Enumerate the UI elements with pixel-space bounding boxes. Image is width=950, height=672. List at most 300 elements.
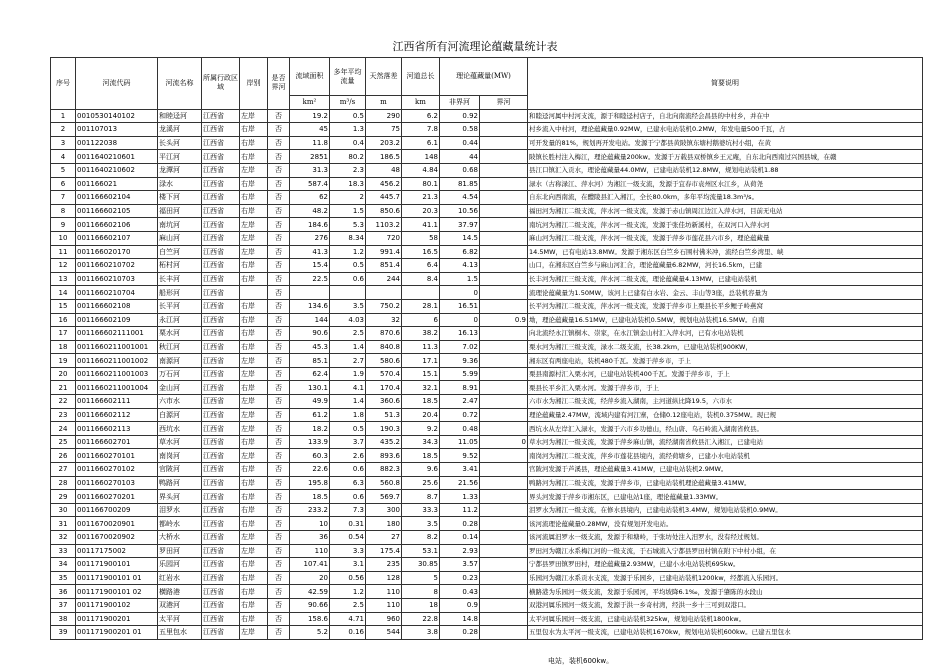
cell-drop: 851.4 (366, 259, 402, 273)
table-row (51, 191, 923, 205)
cell-flow: 80.2 (330, 150, 366, 164)
cell-boundary-power (480, 408, 528, 422)
cell-description: 自东北向西南流，在醴陵县汇入湘江，全长80.0km，多年平均流量18.3m³/s。 (528, 191, 923, 205)
cell-power: 0.48 (440, 422, 480, 436)
cell-boundary: 否 (268, 612, 290, 626)
cell-seq: 4 (51, 150, 76, 164)
cell-region: 江西省 (202, 571, 240, 585)
cell-area: 42.59 (290, 585, 330, 599)
cell-boundary: 否 (268, 585, 290, 599)
cell-seq: 8 (51, 204, 76, 218)
table-row (51, 463, 923, 477)
cell-boundary: 否 (268, 449, 290, 463)
cell-name: 龙溪河 (158, 123, 202, 137)
cell-length: 20.3 (402, 204, 440, 218)
cell-bank: 右岸 (240, 123, 268, 137)
cell-area: 22.5 (290, 272, 330, 286)
cell-power: 0.58 (440, 123, 480, 137)
cell-flow: 4.71 (330, 612, 366, 626)
cell-description: 罗田河为赣江水系梅江河的一级支流，于石城流入宁都县罗田村镇在附下中村小组，在 (528, 544, 923, 558)
cell-length: 32.1 (402, 381, 440, 395)
cell-boundary: 否 (268, 463, 290, 477)
table-body (51, 109, 923, 639)
cell-name: 平江河 (158, 150, 202, 164)
cell-power: 37.97 (440, 218, 480, 232)
cell-drop: 870.6 (366, 327, 402, 341)
cell-boundary: 否 (268, 218, 290, 232)
cell-description: 界头河发源于萍乡市湘东区，已建电站1座，理论蕴藏量1.33MW。 (528, 490, 923, 504)
cell-length: 7.8 (402, 123, 440, 137)
cell-power: 0.68 (440, 163, 480, 177)
cell-power: 0.9 (440, 598, 480, 612)
cell-area: 18.2 (290, 422, 330, 436)
cell-seq: 39 (51, 626, 76, 640)
cell-boundary-power (480, 585, 528, 599)
cell-drop: 544 (366, 626, 402, 640)
cell-boundary: 否 (268, 381, 290, 395)
cell-name: 长丰河 (158, 272, 202, 286)
cell-description: 栗县长平乡汇入栗水河。发源于萍乡市，于上 (528, 381, 923, 395)
cell-length: 6.2 (402, 109, 440, 123)
cell-region: 江西省 (202, 463, 240, 477)
cell-region: 江西省 (202, 476, 240, 490)
cell-boundary-power (480, 204, 528, 218)
cell-code: 001166602104 (76, 191, 158, 205)
header-boundary: 是否界河 (268, 58, 290, 110)
cell-flow: 1.2 (330, 245, 366, 259)
cell-boundary: 否 (268, 299, 290, 313)
cell-bank: 左岸 (240, 231, 268, 245)
cell-region: 江西省 (202, 313, 240, 327)
cell-region: 江西省 (202, 150, 240, 164)
cell-flow: 0.6 (330, 463, 366, 477)
cell-name: 官陂河 (158, 463, 202, 477)
cell-name: 和睦迳河 (158, 109, 202, 123)
cell-boundary-power (480, 503, 528, 517)
cell-boundary: 否 (268, 395, 290, 409)
cell-drop: 560.8 (366, 476, 402, 490)
cell-drop: 128 (366, 571, 402, 585)
cell-length: 21.3 (402, 191, 440, 205)
cell-boundary: 否 (268, 136, 290, 150)
cell-description: 县江口镇汇入贡水，理论蕴藏量44.0MW，已建电站装机12.8MW，规划电站装机1.88 (528, 163, 923, 177)
cell-description: 村乡流入中村河，理论蕴藏量0.92MW，已建水电站装机0.2MW，年发电量500千瓦，占 (528, 123, 923, 137)
cell-area: 22.6 (290, 463, 330, 477)
cell-code: 0011660211001002 (76, 354, 158, 368)
cell-drop: 445.7 (366, 191, 402, 205)
cell-area: 158.6 (290, 612, 330, 626)
cell-name: 永江河 (158, 313, 202, 327)
cell-boundary: 否 (268, 340, 290, 354)
cell-power: 4.54 (440, 191, 480, 205)
cell-code: 0011660211001001 (76, 340, 158, 354)
cell-code: 001171900101 01 (76, 571, 158, 585)
cell-code: 001171900201 (76, 612, 158, 626)
header-length: 河道总长 (402, 58, 440, 96)
table-row (51, 395, 923, 409)
cell-name: 麻山河 (158, 231, 202, 245)
cell-boundary-power (480, 517, 528, 531)
cell-description: 宁都县罗田镇罗田村，理论蕴藏量2.93MW，已建小水电站装机695kw。 (528, 558, 923, 572)
cell-region: 江西省 (202, 558, 240, 572)
cell-bank: 右岸 (240, 136, 268, 150)
cell-seq: 34 (51, 558, 76, 572)
cell-description: 南岗河为湘江二级支流，萍乡市莲花县境内，流经荷塘乡，已建小水电站装机 (528, 449, 923, 463)
cell-drop: 435.2 (366, 435, 402, 449)
cell-power: 44 (440, 150, 480, 164)
cell-bank: 右岸 (240, 340, 268, 354)
cell-area: 11.8 (290, 136, 330, 150)
cell-length: 18.5 (402, 449, 440, 463)
cell-code: 0011670020901 (76, 517, 158, 531)
cell-seq: 33 (51, 544, 76, 558)
cell-description: 湘东区有两座电站，装机480千瓦。发源于萍乡市，于上 (528, 354, 923, 368)
cell-description: 渌水（古称渌江、萍水河）为湘江一级支流，发源于宜春市袁州区水江乡，从荷尧 (528, 177, 923, 191)
header-region: 所属行政区域 (202, 58, 240, 110)
cell-name: 大桥水 (158, 531, 202, 545)
header-bank: 岸别 (240, 58, 268, 110)
cell-region: 江西省 (202, 163, 240, 177)
cell-region: 江西省 (202, 612, 240, 626)
cell-boundary: 否 (268, 367, 290, 381)
cell-area: 276 (290, 231, 330, 245)
cell-boundary: 否 (268, 517, 290, 531)
cell-length: 58 (402, 231, 440, 245)
cell-drop: 244 (366, 272, 402, 286)
cell-boundary: 否 (268, 626, 290, 640)
cell-boundary-power (480, 245, 528, 259)
cell-power: 16.51 (440, 299, 480, 313)
cell-drop: 290 (366, 109, 402, 123)
cell-flow: 0.54 (330, 531, 366, 545)
cell-drop: 75 (366, 123, 402, 137)
cell-length: 6.4 (402, 259, 440, 273)
cell-drop: 180 (366, 517, 402, 531)
cell-length: 53.1 (402, 544, 440, 558)
table-row (51, 123, 923, 137)
cell-name: 南岗河 (158, 449, 202, 463)
cell-name: 罗田河 (158, 544, 202, 558)
cell-area: 130.1 (290, 381, 330, 395)
cell-flow: 0.56 (330, 571, 366, 585)
cell-area: 36 (290, 531, 330, 545)
cell-boundary-power (480, 395, 528, 409)
cell-seq: 20 (51, 367, 76, 381)
cell-description: 理论蕴藏量2.47MW，流域内建有河江寨，仓储0.12座电站，装机0.375MW。现已规 (528, 408, 923, 422)
cell-boundary: 否 (268, 422, 290, 436)
cell-area: 110 (290, 544, 330, 558)
cell-seq: 19 (51, 354, 76, 368)
unit-area: km² (290, 96, 330, 110)
table-row (51, 163, 923, 177)
cell-boundary: 否 (268, 354, 290, 368)
cell-bank: 右岸 (240, 299, 268, 313)
cell-bank: 左岸 (240, 626, 268, 640)
table-row (51, 422, 923, 436)
cell-description: 长平河为湘江二级支流，萍水河一级支流，发源于萍乡市上栗县长平乡鲤子岭燕窝 (528, 299, 923, 313)
cell-description: 该河流属汨罗水一级支流，发源于和塘岭，于张坊处注入汨罗水，没有经过规划。 (528, 531, 923, 545)
cell-area: 45 (290, 123, 330, 137)
cell-area: 62.4 (290, 367, 330, 381)
cell-boundary-power (480, 259, 528, 273)
cell-area: 90.6 (290, 327, 330, 341)
cell-bank: 右岸 (240, 598, 268, 612)
cell-power: 9.52 (440, 449, 480, 463)
cell-seq: 32 (51, 531, 76, 545)
cell-area: 45.3 (290, 340, 330, 354)
cell-bank: 左岸 (240, 163, 268, 177)
cell-boundary: 否 (268, 286, 290, 300)
cell-area (290, 286, 330, 300)
cell-bank: 左岸 (240, 531, 268, 545)
header-area: 流域面积 (290, 58, 330, 96)
table-row (51, 218, 923, 232)
cell-length: 5 (402, 571, 440, 585)
table-title: 江西省所有河流理论蕴藏量统计表 (392, 40, 558, 53)
cell-seq: 23 (51, 408, 76, 422)
cell-region: 江西省 (202, 585, 240, 599)
cell-seq: 18 (51, 340, 76, 354)
cell-description: 栗水河为湘江三级支流，渌水二级支流，长38.2km，已建电站装机900KW， (528, 340, 923, 354)
cell-drop: 893.6 (366, 449, 402, 463)
cell-name: 界头河 (158, 490, 202, 504)
cell-length: 6 (402, 313, 440, 327)
table-row (51, 136, 923, 150)
cell-code: 001166602111001 (76, 327, 158, 341)
cell-drop: 300 (366, 503, 402, 517)
cell-code: 0011660270201 (76, 490, 158, 504)
cell-name: 福田河 (158, 204, 202, 218)
cell-boundary-power (480, 109, 528, 123)
cell-seq: 21 (51, 381, 76, 395)
cell-length: 17.1 (402, 354, 440, 368)
cell-boundary-power: 0 (480, 435, 528, 449)
cell-name: 栗水河 (158, 327, 202, 341)
cell-boundary: 否 (268, 163, 290, 177)
cell-seq: 35 (51, 571, 76, 585)
cell-area: 31.3 (290, 163, 330, 177)
cell-drop: 840.8 (366, 340, 402, 354)
cell-drop: 170.4 (366, 381, 402, 395)
cell-seq: 22 (51, 395, 76, 409)
cell-boundary-power (480, 340, 528, 354)
cell-seq: 5 (51, 163, 76, 177)
cell-name: 长平河 (158, 299, 202, 313)
cell-length: 148 (402, 150, 440, 164)
cell-description: 双港河属乐园河一级支流，发源于洪一乡奇村湾，经洪一乡十三可到双港口。 (528, 598, 923, 612)
cell-name: 柘村河 (158, 259, 202, 273)
river-statistics-table (50, 57, 923, 640)
cell-power: 1.5 (440, 272, 480, 286)
cell-bank: 右岸 (240, 313, 268, 327)
cell-bank: 右岸 (240, 204, 268, 218)
table-row (51, 544, 923, 558)
header-flow: 多年平均流量 (330, 58, 366, 96)
cell-code: 0011670020902 (76, 531, 158, 545)
cell-seq: 2 (51, 123, 76, 137)
table-row (51, 598, 923, 612)
cell-description: 坳，理论蕴藏量16.51MW，已建电站装机0.5MW，规划电站装机16.5MW。自南 (528, 313, 923, 327)
cell-region: 江西省 (202, 340, 240, 354)
unit-flow: m³/s (330, 96, 366, 110)
cell-region: 江西省 (202, 231, 240, 245)
table-row (51, 490, 923, 504)
cell-region: 江西省 (202, 531, 240, 545)
cell-seq: 24 (51, 422, 76, 436)
cell-region: 江西省 (202, 354, 240, 368)
cell-boundary: 否 (268, 531, 290, 545)
table-row (51, 571, 923, 585)
table-row (51, 626, 923, 640)
cell-bank: 右岸 (240, 463, 268, 477)
cell-region: 江西省 (202, 408, 240, 422)
cell-region: 江西省 (202, 259, 240, 273)
cell-bank: 右岸 (240, 177, 268, 191)
cell-flow: 1.5 (330, 204, 366, 218)
cell-drop: 720 (366, 231, 402, 245)
cell-length: 3.8 (402, 626, 440, 640)
cell-name: 白源河 (158, 408, 202, 422)
cell-length: 41.1 (402, 218, 440, 232)
cell-flow: 5.3 (330, 218, 366, 232)
cell-region: 江西省 (202, 626, 240, 640)
table-row (51, 503, 923, 517)
cell-flow: 2.5 (330, 598, 366, 612)
cell-length: 8.7 (402, 490, 440, 504)
unit-drop: m (366, 96, 402, 110)
cell-bank: 左岸 (240, 218, 268, 232)
table-row (51, 381, 923, 395)
cell-code: 0011660270102 (76, 463, 158, 477)
cell-flow: 0.6 (330, 272, 366, 286)
cell-power: 0.72 (440, 408, 480, 422)
cell-area: 184.6 (290, 218, 330, 232)
cell-name: 万石河 (158, 367, 202, 381)
cell-name: 长头河 (158, 136, 202, 150)
cell-name: 六市水 (158, 395, 202, 409)
cell-seq: 27 (51, 463, 76, 477)
cell-power: 11.05 (440, 435, 480, 449)
cell-flow: 0.6 (330, 490, 366, 504)
cell-length: 80.1 (402, 177, 440, 191)
cell-drop: 569.7 (366, 490, 402, 504)
cell-description: 六市水为湘江二级支流，经萍乡流入湖南，主河道纵比降19.5，六市水 (528, 395, 923, 409)
cell-description: 五里包水为太平河一级支流，已建电站装机1670kw，规划电站装机600kw。已建五里包水 (528, 626, 923, 640)
table-row (51, 340, 923, 354)
cell-description: 南坑河为湘江二级支流，萍水河一级支流，发源于张佳坊新溪村，在双河口入萍水河 (528, 218, 923, 232)
cell-boundary-power (480, 422, 528, 436)
cell-drop: 750.2 (366, 299, 402, 313)
cell-flow: 2.7 (330, 354, 366, 368)
cell-code: 001166602108 (76, 299, 158, 313)
cell-power: 5.99 (440, 367, 480, 381)
cell-area: 5.2 (290, 626, 330, 640)
cell-area: 107.41 (290, 558, 330, 572)
table-row (51, 109, 923, 123)
cell-length: 3.5 (402, 517, 440, 531)
cell-description: 泪罗水为湘江一级支流，在修水县境内，已建电站装机3.4MW，规划电站装机0.9MW。 (528, 503, 923, 517)
overflow-description-text: 电站，装机600kw。 (548, 657, 614, 665)
cell-region: 江西省 (202, 367, 240, 381)
cell-power: 2.47 (440, 395, 480, 409)
cell-flow: 2.5 (330, 327, 366, 341)
cell-seq: 17 (51, 327, 76, 341)
cell-description: 乐园河为赣江水系贡水支流，发源于乐园乡，已建电站装机1200kw，经都流入乐园河。 (528, 571, 923, 585)
header-name: 河流名称 (158, 58, 202, 110)
cell-bank: 右岸 (240, 558, 268, 572)
cell-name: 西坑水 (158, 422, 202, 436)
cell-code: 0011660211001004 (76, 381, 158, 395)
cell-power: 11.2 (440, 503, 480, 517)
cell-boundary-power (480, 191, 528, 205)
cell-region: 江西省 (202, 299, 240, 313)
cell-flow: 6.3 (330, 476, 366, 490)
cell-name: 五里包水 (158, 626, 202, 640)
cell-power: 21.56 (440, 476, 480, 490)
table-row (51, 259, 923, 273)
cell-power: 0.92 (440, 109, 480, 123)
cell-boundary: 否 (268, 231, 290, 245)
cell-region: 江西省 (202, 286, 240, 300)
cell-code: 0011660210704 (76, 286, 158, 300)
cell-boundary-power (480, 367, 528, 381)
cell-region: 江西省 (202, 435, 240, 449)
cell-seq: 16 (51, 313, 76, 327)
cell-name: 南源河 (158, 354, 202, 368)
cell-description: 鸭路河为湘江二级支流，发源于萍乡市，已建电站装机理论蕴藏量3.41MW。 (528, 476, 923, 490)
cell-boundary: 否 (268, 476, 290, 490)
cell-boundary-power (480, 136, 528, 150)
cell-flow: 0.16 (330, 626, 366, 640)
header-non-boundary: 非界河 (440, 96, 480, 110)
table-row (51, 558, 923, 572)
cell-code: 001166021 (76, 177, 158, 191)
cell-flow: 3.5 (330, 299, 366, 313)
cell-flow: 0.4 (330, 136, 366, 150)
table-row (51, 476, 923, 490)
cell-drop: 456.2 (366, 177, 402, 191)
cell-area: 134.6 (290, 299, 330, 313)
cell-power: 16.13 (440, 327, 480, 341)
table-row (51, 435, 923, 449)
table-row (51, 367, 923, 381)
cell-code: 0011660211001003 (76, 367, 158, 381)
cell-length: 8.4 (402, 272, 440, 286)
cell-region: 江西省 (202, 544, 240, 558)
table-row (51, 354, 923, 368)
cell-area: 144 (290, 313, 330, 327)
cell-area: 233.2 (290, 503, 330, 517)
cell-bank: 左岸 (240, 395, 268, 409)
cell-length (402, 286, 440, 300)
cell-boundary: 否 (268, 313, 290, 327)
cell-description: 流理论蕴藏量为1.50MW，该河上已建有白水岩、金云、丰山等3座，总装机容量为 (528, 286, 923, 300)
header-desc: 简要说明 (528, 58, 923, 110)
cell-bank: 右岸 (240, 272, 268, 286)
cell-seq: 38 (51, 612, 76, 626)
header-code: 河流代码 (76, 58, 158, 110)
cell-name: 草水河 (158, 435, 202, 449)
cell-code: 001107013 (76, 123, 158, 137)
table-row (51, 313, 923, 327)
cell-length: 11.3 (402, 340, 440, 354)
cell-drop: 203.2 (366, 136, 402, 150)
cell-region: 江西省 (202, 136, 240, 150)
cell-boundary: 否 (268, 123, 290, 137)
cell-seq: 31 (51, 517, 76, 531)
cell-boundary: 否 (268, 571, 290, 585)
table-row (51, 449, 923, 463)
